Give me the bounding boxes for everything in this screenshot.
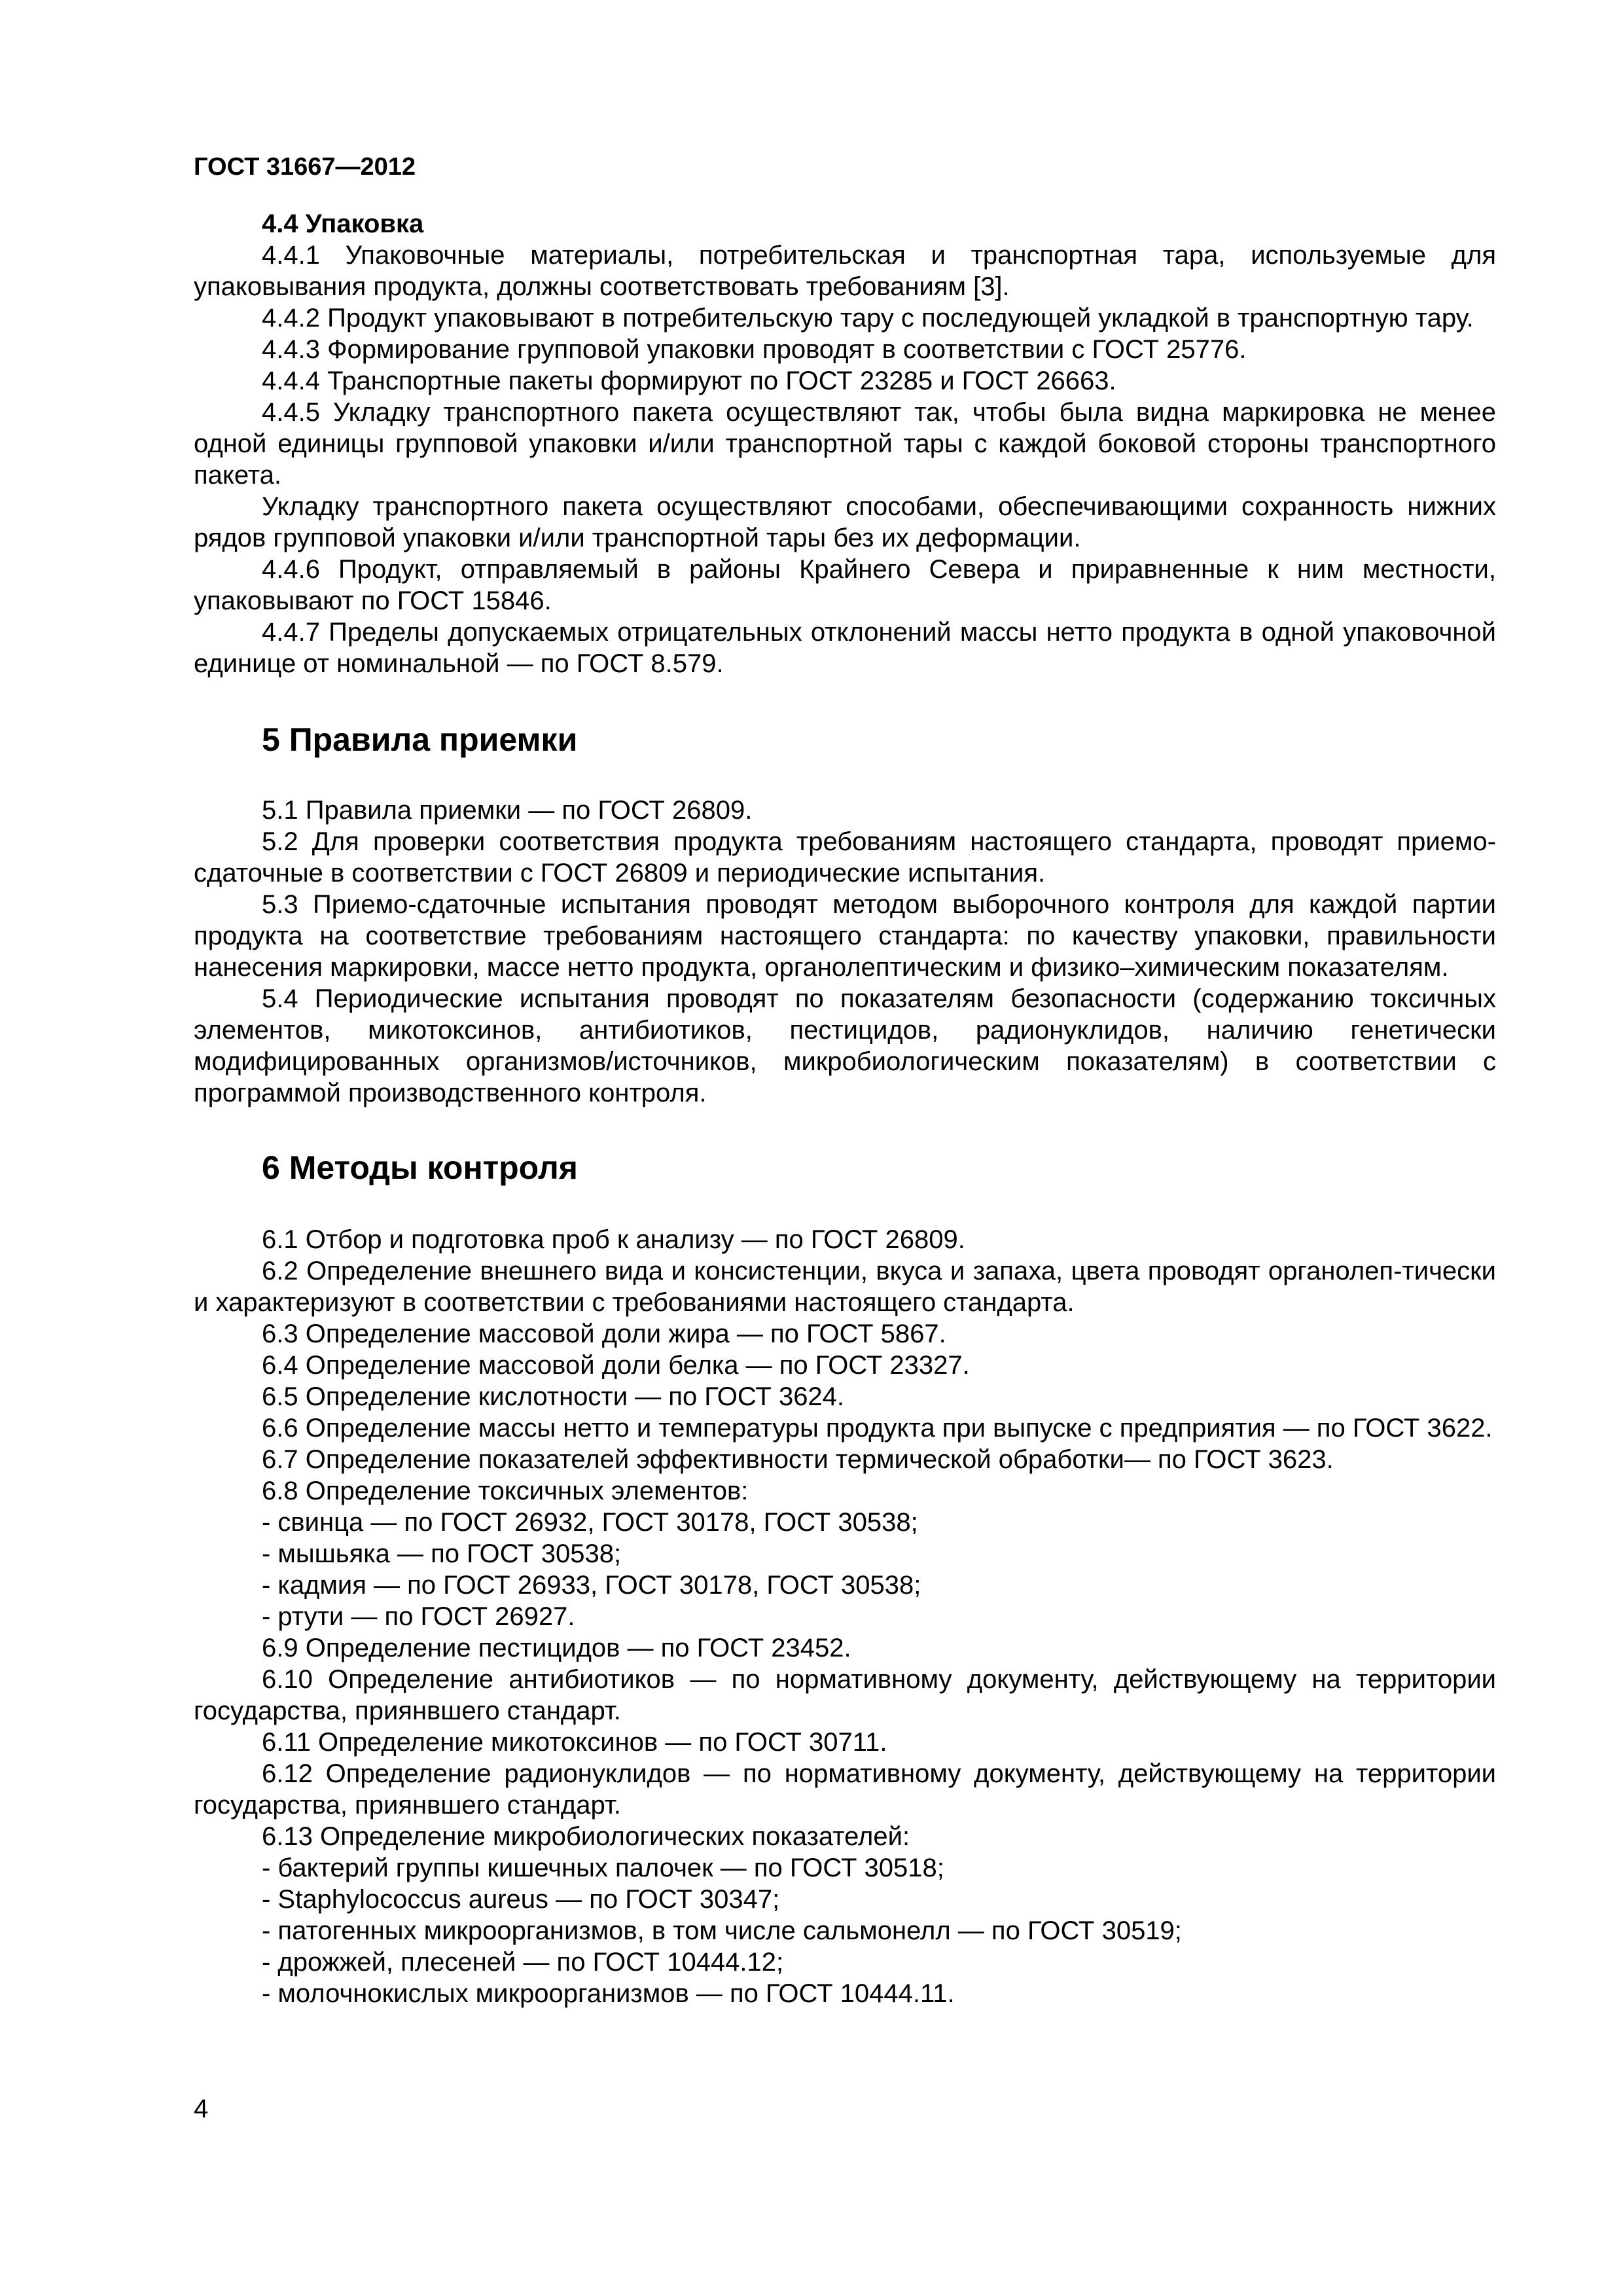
list-item: - молочнокислых микроорганизмов — по ГОСТ 10444.11. [262, 1979, 955, 2008]
page-number: 4 [194, 2094, 209, 2123]
paragraph-6-4: 6.4 Определение массовой доли белка — по ГОСТ 23327. [262, 1351, 970, 1380]
paragraph-4-4-5-continued: Укладку транспортного пакета осуществляют способами, обеспечивающими сохранность нижних рядов групповой упаковки и/или транспортной тары без их деформации. [194, 492, 1496, 552]
paragraph-4-4-7: 4.4.7 Пределы допускаемых отрицательных отклонений массы нетто продукта в одной упаковочной единице от номинальной — по ГОСТ 8.579. [194, 618, 1496, 678]
list-item: - патогенных микроорганизмов, в том числе сальмонелл — по ГОСТ 30519; [262, 1916, 1182, 1945]
paragraph-6-10: 6.10 Определение антибиотиков — по нормативному документу, действующему на территории государства, приянвшего стандарт. [194, 1665, 1496, 1725]
list-item: - кадмия — по ГОСТ 26933, ГОСТ 30178, ГОСТ 30538; [262, 1571, 921, 1600]
paragraph-6-6: 6.6 Определение массы нетто и температуры продукта при выпуске с предприятия — по ГОСТ 3622. [262, 1414, 1493, 1443]
paragraph-4-4-1: 4.4.1 Упаковочные материалы, потребительская и транспортная тара, используемые для упаковывания продукта, должны соответствовать требованиям [3]. [194, 241, 1496, 301]
paragraph-6-12: 6.12 Определение радионуклидов — по нормативному документу, действующему на территории государства, приянвшего стандарт. [194, 1759, 1496, 1820]
paragraph-4-4-6: 4.4.6 Продукт, отправляемый в районы Крайнего Севера и приравненные к ним местности, упаковывают по ГОСТ 15846. [194, 555, 1496, 615]
list-item: - ртути — по ГОСТ 26927. [262, 1602, 575, 1631]
paragraph-6-8: 6.8 Определение токсичных элементов: [262, 1477, 749, 1505]
section-4-4-title: 4.4 Упаковка [262, 209, 424, 238]
paragraph-4-4-3: 4.4.3 Формирование групповой упаковки проводят в соответствии с ГОСТ 25776. [262, 335, 1247, 364]
paragraph-6-11: 6.11 Определение микотоксинов — по ГОСТ 30711. [262, 1728, 887, 1757]
paragraph-6-5: 6.5 Определение кислотности — по ГОСТ 3624. [262, 1382, 845, 1411]
paragraph-5-4: 5.4 Периодические испытания проводят по показателям безопасности (содержанию токсичных элементов, микотоксинов, антибиотиков, пестицидов, радионуклидов, наличию генетически модифицированных организмов/источников, микробиологическим показателям) в соответствии с программой производственного контроля. [194, 984, 1496, 1107]
paragraph-4-4-4: 4.4.4 Транспортные пакеты формируют по ГОСТ 23285 и ГОСТ 26663. [262, 367, 1116, 395]
paragraph-6-1: 6.1 Отбор и подготовка проб к анализу — по ГОСТ 26809. [262, 1225, 965, 1254]
list-item: - бактерий группы кишечных палочек — по ГОСТ 30518; [262, 1854, 944, 1882]
section-5-heading: 5 Правила приемки [262, 721, 578, 758]
paragraph-6-9: 6.9 Определение пестицидов — по ГОСТ 23452. [262, 1634, 851, 1662]
list-item: - Staphylococcus aureus — по ГОСТ 30347; [262, 1885, 780, 1914]
list-item: - дрожжей, плесеней — по ГОСТ 10444.12; [262, 1948, 784, 1977]
paragraph-5-2: 5.2 Для проверки соответствия продукта требованиям настоящего стандарта, проводят приемо-сдаточные в соответствии с ГОСТ 26809 и периодические испытания. [194, 827, 1496, 888]
document-id: ГОСТ 31667—2012 [194, 153, 416, 181]
paragraph-6-13: 6.13 Определение микробиологических показателей: [262, 1822, 910, 1851]
list-item: - свинца — по ГОСТ 26932, ГОСТ 30178, ГОСТ 30538; [262, 1508, 918, 1537]
paragraph-6-3: 6.3 Определение массовой доли жира — по ГОСТ 5867. [262, 1319, 946, 1348]
paragraph-6-7: 6.7 Определение показателей эффективности термической обработки— по ГОСТ 3623. [262, 1445, 1334, 1474]
paragraph-5-3: 5.3 Приемо-сдаточные испытания проводят методом выборочного контроля для каждой партии продукта на соответствие требованиям настоящего стандарта: по качеству упаковки, правильности нанесения маркировки, массе нетто продукта, органолептическим и физико–химическим показателям. [194, 890, 1496, 982]
paragraph-4-4-5: 4.4.5 Укладку транспортного пакета осуществляют так, чтобы была видна маркировка не менее одной единицы групповой упаковки и/или транспортной тары с каждой боковой стороны транспортного пакета. [194, 398, 1496, 490]
paragraph-6-2: 6.2 Определение внешнего вида и консистенции, вкуса и запаха, цвета проводят органолеп-тически и характеризуют в соответствии с требованиями настоящего стандарта. [194, 1257, 1496, 1317]
document-page [194, 152, 1496, 2009]
list-item: - мышьяка — по ГОСТ 30538; [262, 1539, 622, 1568]
paragraph-4-4-2: 4.4.2 Продукт упаковывают в потребительскую тару с последующей укладкой в транспортную тару. [262, 304, 1474, 332]
paragraph-5-1: 5.1 Правила приемки — по ГОСТ 26809. [262, 796, 753, 825]
section-6-heading: 6 Методы контроля [262, 1149, 578, 1186]
